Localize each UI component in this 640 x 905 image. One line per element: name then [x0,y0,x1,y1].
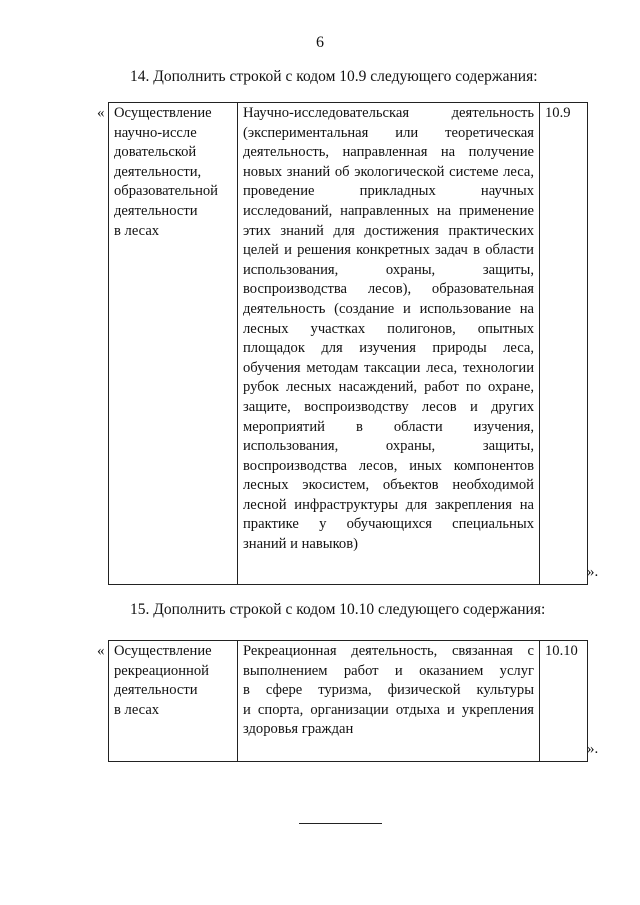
description-line: площадок для изучения природы леса, [243,340,534,357]
code-table-10-10 [108,640,588,762]
description-line: деятельность, направленная на получение [243,144,534,161]
activity-code-cell: 10.9 [540,103,588,585]
description-line: деятельность (создание и использование на [243,300,534,317]
description-line: обучения методам таксации леса, технологии [243,359,534,376]
description-line: лесных участках полигонов, опытных [243,320,534,337]
description-line: воспроизводства лесов), образовательная [243,281,534,298]
description-line: воспроизводства лесов, иных компонентов [243,457,534,474]
name-line: образовательной [114,183,218,200]
name-line: рекреационной [114,662,209,679]
activity-name-cell [109,103,238,585]
name-line: деятельности [114,202,198,219]
description-line: защите, воспроизводству лесов и других [243,398,534,415]
footer-divider [299,823,382,824]
description-line: этих знаний для достижения практических [243,222,534,239]
description-line: в сфере туризма, физической культуры [243,682,534,699]
opening-quote-mark: « [97,643,105,659]
opening-quote-mark: « [97,105,105,121]
description-line: рубок лесных насаждений, работ по охране, [243,379,534,396]
description-line: новых знаний об экологической системе леса, [243,163,534,180]
description-line: проведение прикладных научных [243,183,534,200]
code-table-10-9 [108,102,588,585]
clause-14-heading: 14. Дополнить строкой с кодом 10.9 следующего содержания: [130,68,538,85]
description-line: мероприятий в области изучения, [243,418,534,435]
description-line: лесной инфраструктуры для закрепления на [243,496,534,513]
description-line: исследований, направленных на применение [243,202,534,219]
name-line: довательской [114,144,197,161]
description-line: использования, охраны, защиты, [243,261,534,278]
description-line: использования, охраны, защиты, [243,438,534,455]
name-line: Осуществление [114,105,212,121]
name-line: в лесах [114,222,160,239]
activity-description-cell [238,103,540,585]
name-line: деятельности, [114,163,202,180]
description-line: лесных экосистем, объектов необходимой [243,477,534,494]
closing-quote-mark: ». [587,564,599,580]
clause-15-heading: 15. Дополнить строкой с кодом 10.10 следующего содержания: [130,601,546,618]
description-line: выполнением работ и оказанием услуг [243,662,534,679]
table-row [109,641,588,762]
page-number: 6 [316,34,324,51]
description-line: Рекреационная деятельность, связанная с [243,643,534,659]
description-line: целей и решения конкретных задач в области [243,242,534,259]
activity-code-cell: 10.10 [540,641,588,762]
description-line: и спорта, организации отдыха и укрепления [243,701,534,718]
description-line: знаний и навыков) [243,536,358,553]
description-line: (экспериментальная или теоретическая [243,124,534,141]
name-line: Осуществление [114,643,212,659]
name-line: в лесах [114,701,160,718]
description-line: Научно-исследовательская деятельность [243,105,534,121]
description-line: здоровья граждан [243,721,354,738]
name-line: научно-иссле [114,124,197,141]
activity-name-cell [109,641,238,762]
activity-description-cell [238,641,540,762]
closing-quote-mark: ». [587,741,599,757]
table-row [109,103,588,585]
description-line: практике у обучающихся специальных [243,516,534,533]
name-line: деятельности [114,682,198,699]
